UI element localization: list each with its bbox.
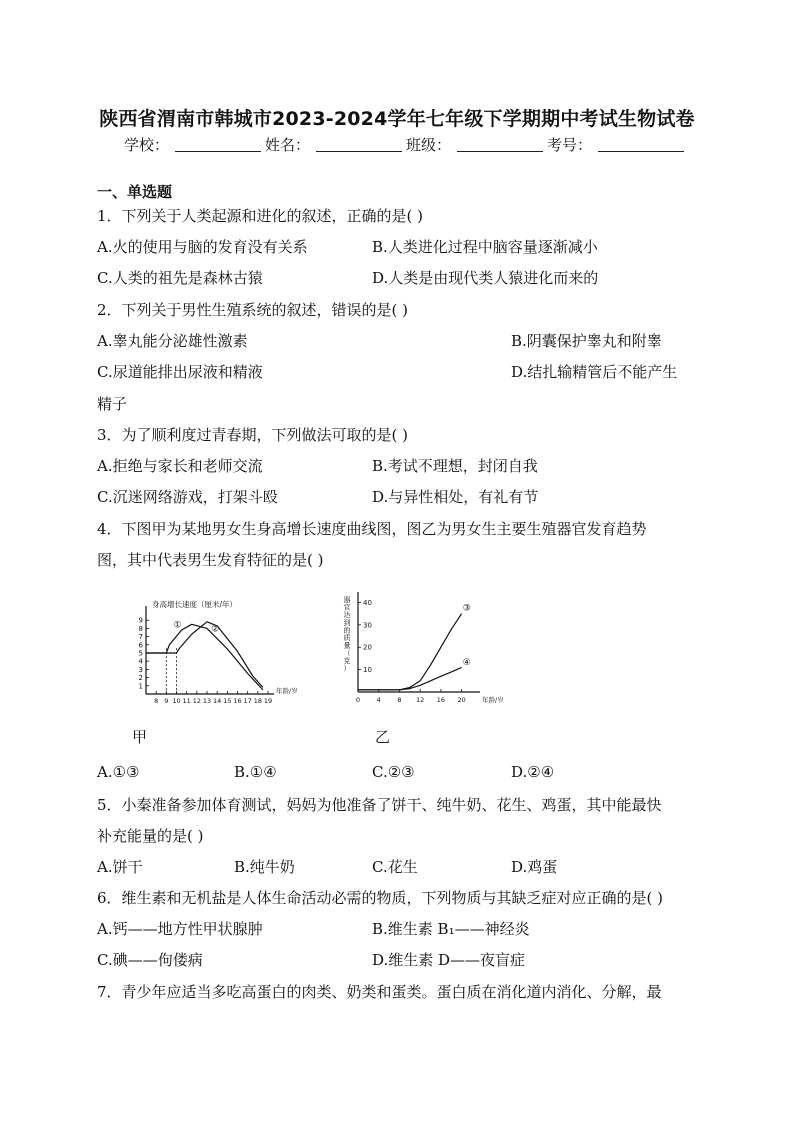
x-tick-label: 4 [376, 696, 381, 704]
q5-stem-line1: 5．小秦准备参加体育测试，妈妈为他准备了饼干、纯牛奶、花生、鸡蛋，其中能最快 [97, 796, 662, 814]
y-axis-label-char: 器 [343, 596, 351, 604]
x-tick-label: 8 [154, 697, 159, 705]
y-axis-label-char: ） [343, 664, 351, 673]
y-tick-label: 40 [363, 598, 372, 607]
y-axis-label-char: 官 [343, 603, 351, 612]
name-label: 姓名： [265, 136, 311, 154]
section-heading: 一、单选题 [97, 183, 173, 201]
series-label-2: ② [211, 624, 220, 635]
q1-option-a: A.火的使用与脑的发育没有关系 [97, 238, 308, 256]
q2-option-d: D.结扎输精管后不能产生 [511, 363, 678, 381]
q1-option-b: B.人类进化过程中脑容量逐渐减小 [372, 238, 598, 256]
y-tick-label: 3 [138, 665, 143, 674]
y-axis-label-char: 质 [343, 634, 351, 642]
series-line-2 [146, 622, 263, 688]
x-tick-label: 11 [182, 697, 191, 705]
q3-option-a: A.拒绝与家长和老师交流 [97, 457, 263, 475]
x-tick-label: 15 [223, 697, 232, 705]
q1-stem: 1．下列关于人类起源和进化的叙述，正确的是( ) [97, 207, 424, 225]
q5-option-c: C.花生 [372, 858, 418, 876]
q3-option-b: B.考试不理想，封闭自我 [372, 457, 538, 475]
x-axis-label: 年龄/岁 [276, 687, 298, 695]
series-line-4 [358, 667, 462, 689]
y-tick-label: 8 [138, 624, 143, 633]
q6-option-d: D.维生素 D——夜盲症 [372, 951, 526, 969]
series-label-1: ① [173, 620, 182, 631]
y-tick-label: 5 [138, 649, 143, 658]
series-label-4: ④ [462, 658, 471, 669]
q5-option-b: B.纯牛奶 [234, 858, 295, 876]
q2-option-c: C.尿道能排出尿液和精液 [97, 363, 263, 381]
x-tick-label: 12 [192, 697, 201, 705]
student-info-row [124, 134, 688, 155]
figure-jia-label: 甲 [132, 728, 148, 746]
x-tick-label: 17 [243, 697, 252, 705]
x-tick-label: 20 [457, 696, 466, 704]
page-title: 陕西省渭南市韩城市2023-2024学年七年级下学期期中考试生物试卷 [99, 108, 695, 130]
y-axis-label-char: 的 [343, 626, 351, 635]
q2-option-a: A.睾丸能分泌雄性激素 [97, 332, 248, 350]
x-tick-label: 13 [202, 697, 212, 705]
y-tick-label: 10 [363, 666, 372, 675]
q1-option-d: D.人类是由现代类人猿进化而来的 [372, 269, 599, 287]
figure-yi-label: 乙 [375, 728, 391, 746]
figure-jia-height-growth-chart [132, 596, 298, 706]
x-tick-label: 16 [233, 697, 242, 705]
x-tick-label: 9 [164, 697, 169, 705]
y-tick-label: 2 [138, 674, 143, 683]
x-tick-label: 0 [355, 696, 361, 704]
q1-option-c: C.人类的祖先是森林古猿 [97, 269, 263, 287]
series-line-3 [358, 614, 462, 690]
q2-stem: 2．下列关于男性生殖系统的叙述，错误的是( ) [97, 301, 409, 319]
y-tick-label: 30 [363, 621, 372, 630]
q4-stem-line1: 4．下图甲为某地男女生身高增长速度曲线图，图乙为男女生主要生殖器官发育趋势 [97, 520, 647, 538]
y-tick-label: 4 [138, 657, 143, 666]
school-label: 学校： [124, 136, 170, 154]
exam-number-blank [598, 137, 684, 152]
y-axis-label-char: 克 [343, 656, 351, 665]
q6-option-c: C.碘——佝偻病 [97, 951, 203, 969]
y-axis-label-char: 达 [343, 611, 351, 620]
y-tick-label: 7 [138, 633, 143, 642]
q5-option-d: D.鸡蛋 [511, 858, 558, 876]
y-tick-label: 20 [363, 643, 372, 652]
x-tick-label: 10 [172, 697, 181, 705]
q3-stem: 3．为了顺利度过青春期，下列做法可取的是( ) [97, 426, 409, 444]
y-axis-label-char: 到 [343, 618, 351, 627]
x-tick-label: 8 [397, 696, 402, 704]
q2-option-b: B.阴囊保护睾丸和附睾 [511, 332, 662, 350]
q6-option-b: B.维生素 B₁——神经炎 [372, 920, 530, 938]
q4-stem-line2: 图，其中代表男生发育特征的是( ) [97, 551, 324, 569]
class-blank [457, 137, 543, 152]
q4-option-b: B.①④ [234, 763, 277, 781]
series-label-3: ③ [462, 603, 471, 614]
x-tick-label: 14 [213, 697, 222, 705]
q5-option-a: A.饼干 [97, 858, 143, 876]
x-axis-label: 年龄/岁 [482, 696, 504, 704]
q3-option-c: C.沉迷网络游戏，打架斗殴 [97, 488, 278, 506]
y-axis-label-char: （ [343, 649, 351, 658]
y-axis-label-char: 量 [343, 641, 351, 650]
y-tick-label: 9 [138, 616, 143, 625]
figure-yi-organ-mass-chart [340, 588, 504, 713]
school-blank [175, 137, 261, 152]
series-line-1 [146, 624, 263, 690]
x-tick-label: 19 [263, 697, 273, 705]
q2-option-d-continued: 精子 [97, 395, 128, 413]
x-tick-label: 12 [416, 696, 425, 704]
q4-option-d: D.②④ [511, 763, 555, 781]
q7-stem-line1: 7．青少年应适当多吃高蛋白的肉类、奶类和蛋类。蛋白质在消化道内消化、分解，最 [97, 983, 662, 1001]
chart-title: 身高增长速度（厘米/年） [152, 600, 238, 609]
q4-option-c: C.②③ [372, 763, 415, 781]
q5-stem-line2: 补充能量的是( ) [97, 827, 204, 845]
x-tick-label: 16 [436, 696, 446, 704]
q3-option-d: D.与异性相处，有礼有节 [372, 488, 539, 506]
q4-option-a: A.①③ [97, 763, 140, 781]
x-tick-label: 18 [253, 697, 262, 705]
exam-number-label: 考号： [547, 136, 593, 154]
y-tick-label: 1 [138, 682, 143, 691]
class-label: 班级： [406, 136, 452, 154]
name-blank [316, 137, 402, 152]
y-tick-label: 6 [138, 641, 143, 650]
q6-option-a: A.钙——地方性甲状腺肿 [97, 920, 263, 938]
q6-stem: 6．维生素和无机盐是人体生命活动必需的物质，下列物质与其缺乏症对应正确的是( ) [97, 889, 664, 907]
